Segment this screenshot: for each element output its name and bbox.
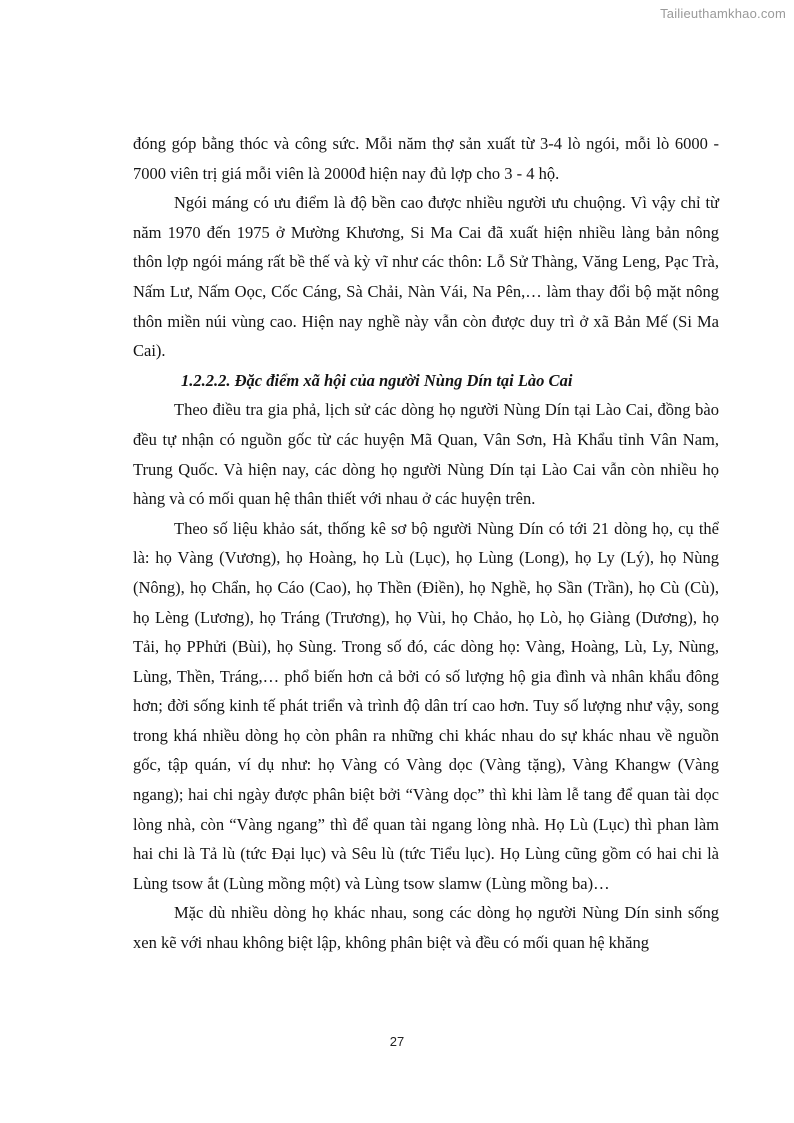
watermark: Tailieuthamkhao.com xyxy=(660,6,786,21)
page-number: 27 xyxy=(389,1034,405,1049)
paragraph-relations: Mặc dù nhiều dòng họ khác nhau, song các dòng họ người Nùng Dín sinh sống xen kẽ với nhau không biệt lập, không phân biệt và đều có mối quan hệ khăng xyxy=(133,903,719,953)
paragraph-origins: Theo điều tra gia phả, lịch sử các dòng họ người Nùng Dín tại Lào Cai, đồng bào đều tự nhận có nguồn gốc từ các huyện Mã Quan, Vân Sơn, Hà Khẩu tỉnh Vân Nam, Trung Quốc. Và hiện nay, các dòng họ người Nùng Dín tại Lào Cai vẫn còn nhiều họ hàng và có mối quan hệ thân thiết với nhau ở các huyện trên. xyxy=(133,400,719,509)
paragraph-continuation: đóng góp bằng thóc và công sức. Mỗi năm thợ sản xuất từ 3-4 lò ngói, mỗi lò 6000 - 7000 viên trị giá mỗi viên là 2000đ hiện nay đủ lợp cho 3 - 4 hộ. xyxy=(133,134,719,183)
paragraph-clans: Theo số liệu khảo sát, thống kê sơ bộ người Nùng Dín có tới 21 dòng họ, cụ thể là: họ Vàng (Vương), họ Hoàng, họ Lù (Lục), họ Lùng (Long), họ Ly (Lý), họ Nùng (Nông), họ Chẩn, họ Cáo (Cao), họ Thền (Điền), họ Nghề, họ Sần (Trần), họ Cù (Cù), họ Lèng (Lương), họ Tráng (Trương), họ Vùi, họ Chảo, họ Lò, họ Giàng (Dương), họ Tải, họ PPhửi (Bùi), họ Sùng. Trong số đó, các dòng họ: Vàng, Hoàng, Lù, Ly, Nùng, Lùng, Thền, Tráng,… phổ biến hơn cả bởi có số lượng hộ gia đình và nhân khẩu đông hơn; đời sống kinh tế phát triển và trình độ dân trí cao hơn. Tuy số lượng như vậy, song trong khá nhiều dòng họ còn phân ra những chi khác nhau do sự khác nhau về nguồn gốc, tập quán, ví dụ như: họ Vàng có Vàng dọc (Vàng tặng), Vàng Khangw (Vàng ngang); hai chi ngày được phân biệt bởi “Vàng dọc” thì khi làm lễ tang để quan tài dọc lòng nhà, còn “Vàng ngang” thì để quan tài ngang lòng nhà. Họ Lù (Lục) thì phan làm hai chi là Tả lù (tức Đại lục) và Sêu lù (tức Tiểu lục). Họ Lùng cũng gồm có hai chi là Lùng tsow ắt (Lùng mồng một) và Lùng tsow slamw (Lùng mồng ba)… xyxy=(133,518,719,893)
paragraph-roof-tiles: Ngói máng có ưu điểm là độ bền cao được nhiều người ưu chuộng. Vì vậy chỉ từ năm 1970 đến 1975 ở Mường Khương, Si Ma Cai đã xuất hiện nhiều làng bản nông thôn lợp ngói máng rất bề thế và kỳ vĩ như các thôn: Lỗ Sử Thàng, Văng Leng, Pạc Trà, Nấm Lư, Nấm Oọc, Cốc Cáng, Sà Chải, Nàn Vái, Na Pên,… làm thay đổi bộ mặt nông thôn miền núi vùng cao. Hiện nay nghề này vẫn còn được duy trì ở xã Bản Mế (Si Ma Cai). xyxy=(133,193,719,361)
section-heading: 1.2.2.2. Đặc điểm xã hội của người Nùng Dín tại Lào Cai xyxy=(181,370,573,390)
document-body xyxy=(133,129,719,958)
